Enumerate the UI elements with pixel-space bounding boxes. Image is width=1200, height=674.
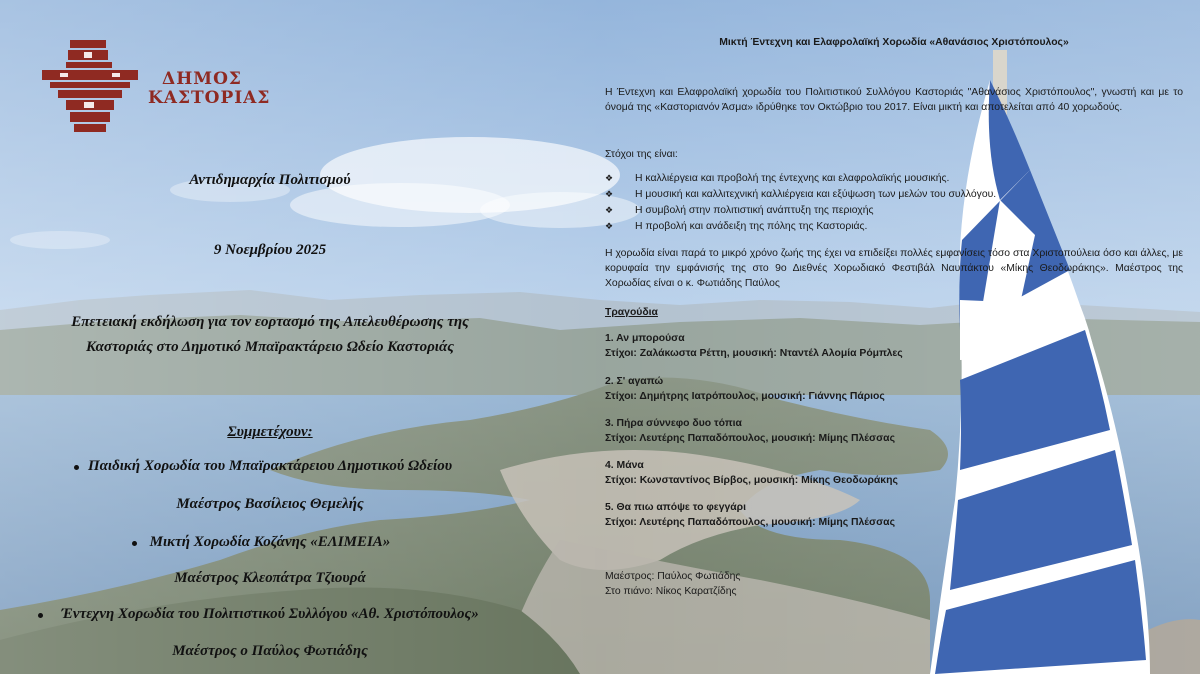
song-title: 2. Σ' αγαπώ	[605, 376, 664, 387]
participant-maestro-2: Μαέστρος Κλεοπάτρα Τζιουρά	[174, 570, 366, 586]
castle-tower-icon	[40, 38, 140, 134]
participant-choir-1: Παιδική Χορωδία του Μπαϊρακτάρειου Δημοτικού Ωδείου	[87, 458, 453, 474]
choir-history: Η χορωδία είναι παρά το μικρό χρόνο ζωής της έχει να επιδείξει πολλές εμφανίσεις τόσο στα Χριστοπούλεια όσο και άλλες, με κορυφαία την εμφάνισής της στο 9ο Διεθνές Χορωδιακό Φεστιβάλ Ναυπάκτου «Μίκης Θεοδωράκης». Μαέστρος της Χορωδίας είναι ο κ. Φωτιάδης Παύλος	[605, 248, 1183, 289]
song-title: 3. Πήρα σύννεφο δυο τόπια	[605, 418, 742, 429]
song-title: 4. Μάνα	[605, 460, 644, 471]
goal-text: Η προβολή και ανάδειξη της πόλης της Καστοριάς.	[635, 221, 868, 232]
participants-heading: Συμμετέχουν:	[227, 424, 313, 440]
song-item	[605, 458, 1183, 488]
event-date: 9 Νοεμβρίου 2025	[213, 242, 327, 258]
goal-item	[605, 187, 1183, 202]
municipality-logo	[40, 38, 290, 138]
song-item	[605, 500, 1183, 530]
goal-text: Η μουσική και καλλιτεχνική καλλιέργεια και εξύψωση των μελών του συλλόγου.	[635, 189, 997, 200]
song-item	[605, 331, 1183, 361]
song-item	[605, 374, 1183, 404]
goal-text: Η συμβολή στην πολιτιστική ανάπτυξη της περιοχής	[635, 205, 874, 216]
participant-maestro-3: Μαέστρος ο Παύλος Φωτιάδης	[172, 643, 368, 659]
goal-item	[605, 171, 1183, 186]
diamond-bullet-icon: ❖	[605, 189, 614, 199]
diamond-bullet-icon: ❖	[605, 221, 614, 231]
participant-maestro-1: Μαέστρος Βασίλειος Θεμελής	[176, 496, 364, 512]
logo-line-2: ΚΑΣΤΟΡΙΑΣ	[148, 88, 271, 108]
participant-choir-2: Μικτή Χορωδία Κοζάνης «ΕΛΙΜΕΙΑ»	[149, 534, 391, 550]
song-credit: Στίχοι: Δημήτρης Ιατρόπουλος, μουσική: Γιάννης Πάριος	[605, 391, 885, 402]
logo-line-1: ΔΗΜΟΣ	[162, 69, 242, 89]
goal-item	[605, 203, 1183, 218]
choir-title: Μικτή Έντεχνη και Ελαφρολαϊκή Χορωδία «Αθανάσιος Χριστόπουλος»	[719, 37, 1069, 48]
goal-text: Η καλλιέργεια και προβολή της έντεχνης και ελαφρολαϊκής μουσικής.	[635, 173, 950, 184]
event-description	[0, 310, 540, 360]
diamond-bullet-icon: ❖	[605, 205, 614, 215]
song-credit: Στίχοι: Κωνσταντίνος Βίρβος, μουσική: Μίκης Θεοδωράκης	[605, 475, 898, 486]
goal-item	[605, 219, 1183, 234]
song-credit: Στίχοι: Λευτέρης Παπαδόπουλος, μουσική: Μίμης Πλέσσας	[605, 517, 895, 528]
song-item	[605, 416, 1183, 446]
choir-maestro: Μαέστρος: Παύλος Φωτιάδης	[605, 571, 741, 582]
event-description-line-2: Καστοριάς στο Δημοτικό Μπαϊρακτάρειο Ωδείο Καστοριάς	[86, 339, 454, 355]
song-title: 1. Αν μπορούσα	[605, 333, 685, 344]
goals-heading: Στόχοι της είναι:	[605, 149, 678, 160]
song-credit: Στίχοι: Λευτέρης Παπαδόπουλος, μουσική: Μίμης Πλέσσας	[605, 433, 895, 444]
song-title: 5. Θα πιω απόψε το φεγγάρι	[605, 502, 746, 513]
song-credit: Στίχοι: Ζαλάκωστα Ρέττη, μουσική: Νταντέλ Αλομία Ρόμπλες	[605, 348, 903, 359]
choir-intro: Η Έντεχνη και Ελαφρολαϊκή χορωδία του Πολιτιστικού Συλλόγου Καστοριάς "Αθανάσιος Χριστόπουλος", γνωστή και με το όνομά της «Καστοριανόν Άσμα» ιδρύθηκε τον Οκτώβριο του 2017. Είναι μικτή και αποτελείται από 40 χορωδούς.	[605, 87, 1183, 113]
participant-choir-3: Έντεχνη Χορωδία του Πολιτιστικού Συλλόγου «Αθ. Χριστόπουλος»	[61, 606, 479, 622]
choir-pianist: Στο πιάνο: Νίκος Καρατζίδης	[605, 586, 737, 597]
department-title: Αντιδημαρχία Πολιτισμού	[189, 172, 351, 188]
diamond-bullet-icon: ❖	[605, 173, 614, 183]
event-description-line-1: Επετειακή εκδήλωση για τον εορτασμό της Απελευθέρωσης της	[71, 314, 469, 330]
songs-heading: Τραγούδια	[605, 307, 658, 318]
